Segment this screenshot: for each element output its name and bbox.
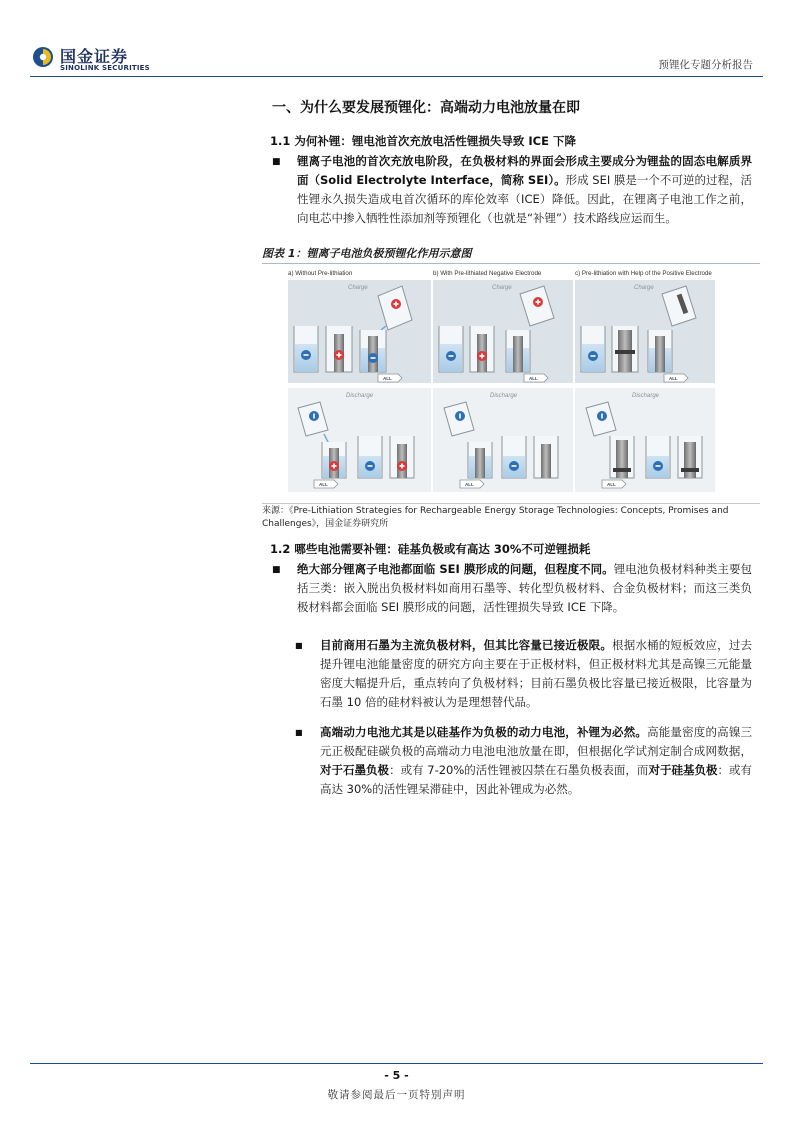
paragraph-sei-text: 形成 SEI 膜是一个不可逆的过程，活性锂永久损失造成电首次循环的库伦效率（ICE）降低。因此，在锂离子电池工作之前，向电芯中掺入牺牲性添加剂等预锂化（也就是“补锂”）技术路线应运而生。 (297, 173, 752, 225)
header-divider (30, 76, 763, 77)
paragraph-silicon-text3: ：或有高达 30%的活性锂呆滞硅中，因此补锂成为必然。 (320, 763, 753, 796)
beaker-b2 (470, 326, 494, 372)
panel-a-title: a) Without Pre-lithiation (288, 270, 353, 277)
all-tag (378, 374, 402, 382)
paragraph-sei-bold: 锂离子电池的首次充放电阶段，在负极材料的界面会形成主要成分为锂盐的固态电解质界面（Solid Electrolyte Interface，简称 SEI）。 (297, 154, 752, 187)
all-tag-label: ALL (383, 376, 392, 381)
paragraph-silicon-text2: ：或有 7-20%的活性锂被囚禁在石墨负极表面，而 (389, 763, 649, 777)
panel-a-charge-label: Charge (348, 285, 368, 291)
subsection-1-1-title: 1.1 为何补锂：锂电池首次充放电活性锂损失导致 ICE 下降 (270, 134, 576, 148)
figure-label: 图表 1：锂离子电池负极预锂化作用示意图 (262, 247, 472, 260)
paragraph-graphite-bold: 目前商用石墨为主流负极材料，但其比容量已接近极限。 (320, 638, 613, 652)
panel-a-discharge-label: Discharge (346, 393, 374, 399)
panel-c-title: c) Pre-lithiation with Help of the Positive Electrode (575, 270, 712, 277)
footer-divider (30, 1063, 763, 1064)
paragraph-silicon-bold2: 对于石墨负极 (320, 763, 390, 777)
page-number: - 5 - (384, 1069, 409, 1082)
prelithiation-diagram (262, 264, 760, 502)
panel-b-title: b) With Pre-lithiated Negative Electrode (433, 270, 542, 277)
paragraph-sei-common-bold: 绝大部分锂离子电池都面临 SEI 膜形成的问题，但程度不同。 (297, 562, 614, 576)
sinolink-logo-icon (32, 46, 54, 68)
report-title: 预锂化专题分析报告 (658, 59, 753, 71)
all-tag-c-label: ALL (669, 376, 678, 381)
all-tag-c (664, 374, 688, 382)
beaker-c1 (581, 326, 605, 372)
beaker-c2-cell (612, 326, 638, 372)
paragraph-silicon-bold3: 对于硅基负极 (648, 763, 718, 777)
all-tag-db-label: ALL (465, 482, 474, 487)
sub-bullet-square-icon: ■ (295, 728, 303, 737)
beaker-graphite (326, 326, 352, 372)
beaker-b1 (439, 326, 463, 372)
sub-bullet-square-icon: ■ (295, 641, 303, 650)
paragraph-silicon-text1: 高能量密度的高镍三元正极配硅碳负极的高端动力电池电池放量在即，但根据化学试剂定制合成网数据， (320, 725, 753, 758)
panel-b-charge-label: Charge (492, 285, 512, 291)
bullet-square-icon: ■ (272, 157, 281, 167)
paragraph-graphite (320, 636, 752, 712)
all-tag-dc-label: ALL (607, 482, 616, 487)
figure-source: 来源：《Pre-Lithiation Strategies for Rechargeable Energy Storage Technologies: Concepts, Promises and Challenges》，国金证券研究所 (262, 503, 760, 531)
subsection-1-2-title: 1.2 哪些电池需要补锂：硅基负极或有高达 30%不可逆锂损耗 (270, 542, 591, 556)
panel-b-discharge-label: Discharge (490, 393, 518, 399)
paragraph-sei-common (297, 560, 752, 617)
beaker-negative (294, 326, 318, 372)
bullet-square-icon: ■ (272, 565, 281, 575)
all-tag-b-label: ALL (529, 376, 538, 381)
logo-en-text: SINOLINK SECURITIES (60, 64, 150, 72)
paragraph-silicon (320, 723, 752, 799)
paragraph-silicon-bold: 高端动力电池尤其是以硅基作为负极的动力电池，补锂为必然。 (320, 725, 648, 739)
all-tag-b (524, 374, 548, 382)
figure-frame (262, 263, 760, 502)
paragraph-graphite-text: 根据水桶的短板效应，过去提升锂电池能量密度的研究方向主要在于正极材料，但正极材料尤其是高镍三元能量密度大幅提升后，重点转向了负极材料；目前石墨负极比容量已接近极限，比容量为石墨 10 倍的硅材料被认为是理想替代品。 (320, 638, 753, 709)
logo-cn-text: 国金证券 (60, 47, 129, 66)
all-tag-da-label: ALL (319, 482, 328, 487)
panel-c-charge-label: Charge (634, 285, 654, 291)
panel-c-discharge-label: Discharge (632, 393, 660, 399)
paragraph-sei-common-text: 锂电池负极材料种类主要包括三类：嵌入脱出负极材料如商用石墨等、转化型负极材料、合金负极材料；而这三类负极材料都会面临 SEI 膜形成的问题，活性锂损失导致 ICE 下降。 (297, 562, 752, 614)
paragraph-sei (297, 152, 752, 228)
section-title: 一、为什么要发展预锂化：高端动力电池放量在即 (272, 100, 580, 116)
footer-disclaimer: 敬请参阅最后一页特别声明 (327, 1089, 466, 1101)
